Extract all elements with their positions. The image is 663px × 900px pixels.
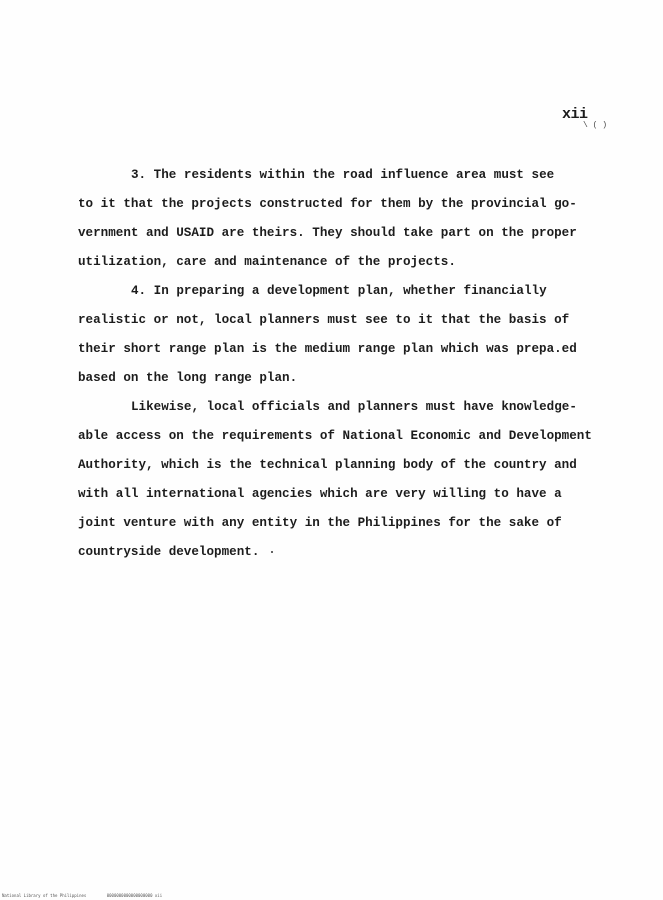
paragraph-4-line-4: based on the long range plan.: [78, 371, 298, 385]
paragraph-likewise-line-6: countryside development.: [78, 545, 260, 559]
paragraph-likewise-line-3: Authority, which is the technical planning body of the country and: [78, 458, 577, 472]
paragraph-4-line-2: realistic or not, local planners must see to it that the basis of: [78, 313, 570, 327]
paragraph-3-line-3: vernment and USAID are theirs. They should take part on the proper: [78, 226, 577, 240]
paragraph-likewise-line-5: joint venture with any entity in the Philippines for the sake of: [78, 516, 562, 530]
document-body: [78, 161, 592, 567]
paragraph-likewise-line-1: Likewise, local officials and planners must have knowledge-: [131, 400, 577, 414]
paragraph-likewise-line-4: with all international agencies which are very willing to have a: [78, 487, 562, 501]
page-number: xii: [562, 106, 588, 123]
paragraph-4-line-1: 4. In preparing a development plan, whether financially: [131, 284, 547, 298]
handwritten-mark: \ ( ): [583, 121, 608, 130]
scan-footer: [2, 893, 162, 898]
paragraph-3-line-4: utilization, care and maintenance of the projects.: [78, 255, 456, 269]
paragraph-3-line-2: to it that the projects constructed for them by the provincial go-: [78, 197, 577, 211]
paragraph-likewise-line-2: able access on the requirements of National Economic and Development: [78, 429, 592, 443]
scan-speck: [271, 551, 273, 553]
footer-library: National Library of the Philippines: [2, 893, 87, 898]
paragraph-3-line-1: 3. The residents within the road influence area must see: [131, 168, 555, 182]
paragraph-4-line-3: their short range plan is the medium range plan which was prepa.ed: [78, 342, 577, 356]
footer-code: 0000000000000000000 xii: [106, 893, 163, 898]
